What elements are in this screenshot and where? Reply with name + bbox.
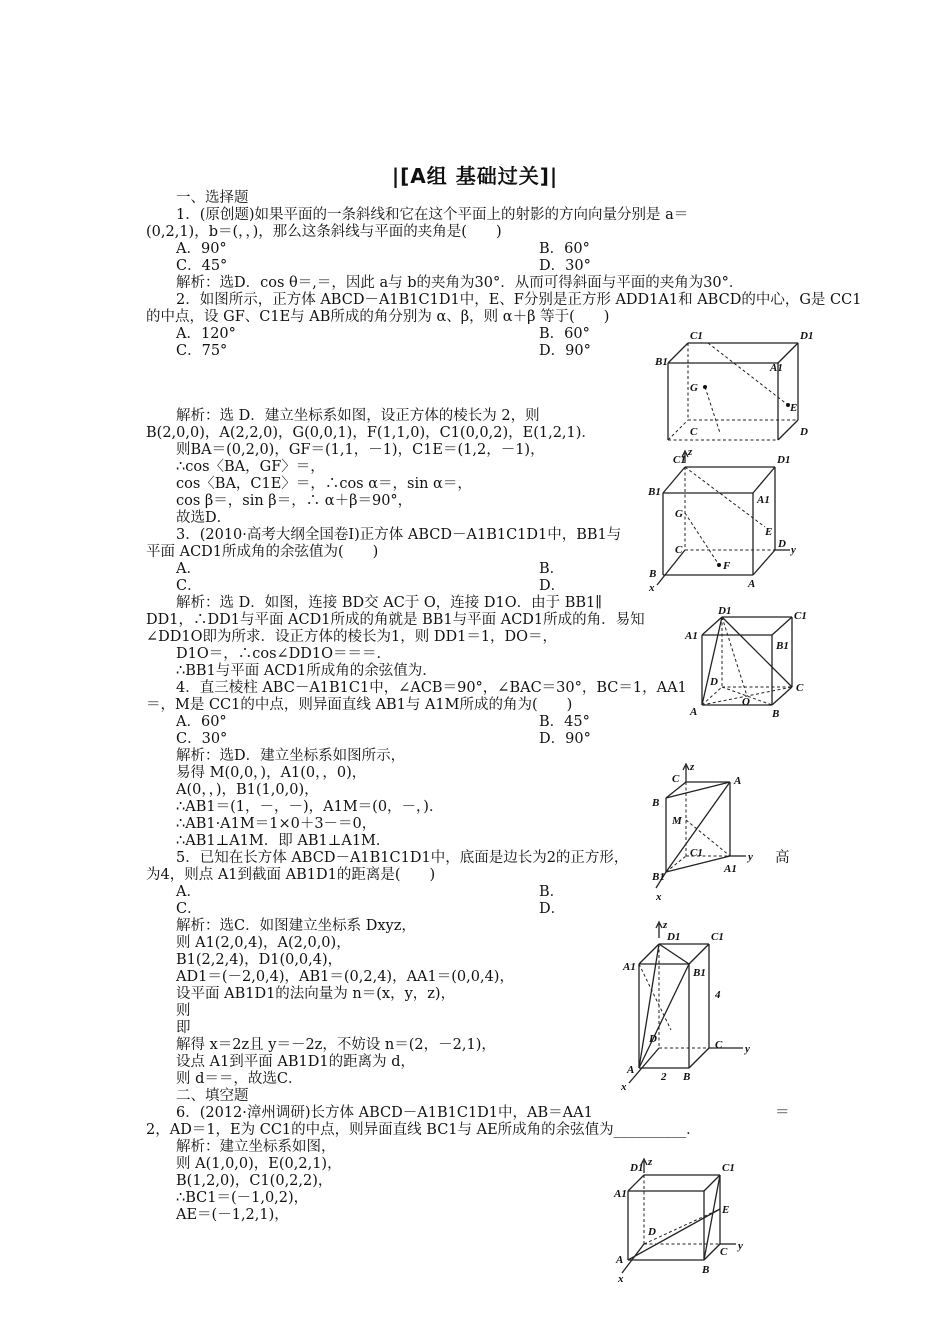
- text-line: 即: [176, 1020, 191, 1036]
- text-line: 为4，则点 A1到截面 AB1D1的距离是( ): [146, 867, 436, 883]
- text-line: A(0，，)，B1(1,0,0)，: [176, 782, 319, 798]
- label-A: A: [734, 775, 742, 787]
- label-C: C: [720, 1246, 728, 1258]
- label-C1: C1: [722, 1162, 735, 1174]
- text-line: B(1,2,0)，C1(0,2,2)，: [176, 1173, 333, 1189]
- label-D1: D1: [630, 1162, 644, 1174]
- text-line: 解析：选 D．建立坐标系如图，设正方体的棱长为 2，则: [176, 408, 540, 424]
- text-line: 解析：建立坐标系如图，: [176, 1139, 336, 1155]
- text-line: 平面 ACD1所成角的余弦值为( ): [146, 544, 379, 560]
- text-line: D．: [539, 578, 566, 594]
- label-B1: B1: [648, 486, 661, 498]
- label-D: D: [710, 676, 718, 688]
- text-line: 二、填空题: [176, 1088, 249, 1104]
- label-A1: A1: [623, 961, 636, 973]
- text-line: 1．(原创题)如果平面的一条斜线和它在这个平面上的射影的方向向量分别是 a＝: [176, 207, 689, 223]
- text-line: ＝，M是 CC1的中点，则异面直线 AB1与 A1M所成的角为( ): [146, 697, 573, 713]
- label-x: x: [618, 1273, 624, 1285]
- label-C1: C1: [690, 847, 703, 859]
- text-line: A．60°: [176, 714, 227, 730]
- text-line: 解得 x＝2z且 y＝－2z，不妨设 n＝(2，－2,1)，: [176, 1037, 496, 1053]
- label-G: G: [675, 508, 683, 520]
- label-B1: B1: [693, 967, 706, 979]
- text-line: C．: [176, 578, 202, 594]
- label-C: C: [675, 544, 683, 556]
- label-B: B: [683, 1071, 691, 1083]
- label-x: x: [621, 1081, 627, 1093]
- text-line: 3．(2010·高考大纲全国卷Ⅰ)正方体 ABCD－A1B1C1D1中，BB1与: [176, 527, 622, 543]
- label-y: y: [748, 851, 753, 863]
- label-D1: D1: [667, 931, 681, 943]
- text-line: A．120°: [176, 326, 236, 342]
- text-line: 2，AD＝1，E为 CC1的中点，则异面直线 BC1与 AE所成角的余弦值为__________．: [146, 1122, 701, 1138]
- figure-cuboid-q6: [612, 1155, 762, 1285]
- label-A1: A1: [757, 494, 770, 506]
- label-z: z: [648, 1156, 653, 1168]
- label-z: z: [663, 919, 668, 931]
- label-O: O: [742, 696, 750, 708]
- text-line: 4．直三棱柱 ABC－A1B1C1中，∠ACB＝90°，∠BAC＝30°，BC＝1，AA1: [176, 680, 687, 696]
- text-line: 则 A(1,0,0)，E(0,2,1)，: [176, 1156, 342, 1172]
- label-B1: B1: [655, 356, 668, 368]
- label-B: B: [772, 708, 780, 720]
- label-B: B: [702, 1264, 710, 1276]
- text-line: D．30°: [539, 258, 591, 274]
- text-line: C．: [176, 901, 202, 917]
- text-line: C．75°: [176, 343, 228, 359]
- label-C: C: [672, 773, 680, 785]
- label-D1: D1: [800, 330, 814, 342]
- label-M: M: [672, 815, 682, 827]
- text-line: A．: [176, 884, 201, 900]
- label-C: C: [796, 682, 804, 694]
- text-line: 设点 A1到平面 AB1D1的距离为 d，: [176, 1054, 416, 1070]
- label-B1: B1: [776, 640, 789, 652]
- label-D: D: [648, 1226, 656, 1238]
- figure-cube-q3: [680, 605, 815, 720]
- text-line: 解析：选D．cos θ＝,＝，因此 a与 b的夹角为30°．从而可得斜面与平面的夹角为30°．: [176, 275, 744, 291]
- text-line: 解析：选 D．如图，连接 BD交 AC于 O，连接 D1O．由于 BB1∥: [176, 595, 602, 611]
- label-C1: C1: [794, 610, 807, 622]
- text-line: (0,2,1)，b＝(，，)，那么这条斜线与平面的夹角是( ): [146, 224, 502, 240]
- label-y: y: [791, 544, 796, 556]
- label-E: E: [790, 402, 798, 414]
- text-line: B1(2,2,4)，D1(0,0,4)，: [176, 952, 343, 968]
- text-line: 则: [176, 1003, 191, 1019]
- text-line: 2．如图所示，正方体 ABCD－A1B1C1D1中，E、F分别是正方形 ADD1A1和 ABCD的中心，G是 CC1: [176, 292, 862, 308]
- text-line: D．90°: [539, 731, 591, 747]
- label-A1: A1: [614, 1188, 627, 1200]
- text-line: 则 d＝＝，故选C．: [176, 1071, 303, 1087]
- text-line: ∴BC1＝(－1,0,2)，: [176, 1190, 309, 1206]
- text-line: cos〈BA，C1E〉＝，∴cos α＝，sin α＝，: [176, 476, 472, 492]
- label-B1: B1: [652, 871, 665, 883]
- label-D: D: [800, 426, 808, 438]
- label-A: A: [748, 578, 756, 590]
- text-line: C．30°: [176, 731, 228, 747]
- label-C1: C1: [711, 931, 724, 943]
- text-line: DD1，∴DD1与平面 ACD1所成的角就是 BB1与平面 ACD1所成的角．易知: [146, 612, 645, 628]
- label-A1: A1: [685, 630, 698, 642]
- label-height-4: 4: [715, 989, 721, 1001]
- text-line: ∴cos〈BA，GF〉＝，: [176, 459, 325, 475]
- label-B: B: [649, 568, 657, 580]
- text-line: B．60°: [539, 241, 590, 257]
- label-C1: C1: [673, 454, 686, 466]
- label-A: A: [616, 1254, 624, 1266]
- label-y: y: [738, 1240, 743, 1252]
- label-z: z: [688, 446, 693, 458]
- text-line: B．: [539, 561, 565, 577]
- text-line: cos β＝，sin β＝，∴ α＋β＝90°，: [176, 493, 413, 509]
- label-C: C: [690, 426, 698, 438]
- text-line: D1O＝，∴cos∠DD1O＝＝＝．: [176, 646, 392, 662]
- label-z: z: [690, 761, 695, 773]
- label-F: F: [723, 560, 731, 572]
- label-G: G: [690, 382, 698, 394]
- label-B: B: [652, 797, 660, 809]
- text-line: 则BA＝(0,2,0)，GF＝(1,1，－1)，C1E＝(1,2，－1)，: [176, 442, 545, 458]
- label-A: A: [690, 706, 698, 718]
- text-line: C．45°: [176, 258, 228, 274]
- text-line: 5．已知在长方体 ABCD－A1B1C1D1中，底面是边长为2的正方形，: [176, 850, 629, 866]
- text-line: 易得 M(0,0，)，A1(0，，0)，: [176, 765, 367, 781]
- text-line: B．: [539, 884, 565, 900]
- text-line: 设平面 AB1D1的法向量为 n＝(x，y，z)，: [176, 986, 456, 1002]
- page-title: |[A组 基础过关]|: [391, 164, 559, 188]
- figure-cube-q2: [650, 325, 820, 450]
- label-x: x: [656, 891, 662, 903]
- figure-cuboid-q5: [615, 918, 760, 1093]
- label-A: A: [627, 1064, 635, 1076]
- text-line: 的中点，设 GF、C1E与 AB所成的角分别为 α、β，则 α＋β 等于( ): [146, 309, 610, 325]
- label-D1: D1: [777, 454, 791, 466]
- label-D1: D1: [718, 605, 732, 617]
- figure-prism-q4: [648, 760, 773, 910]
- text-line: A．: [176, 561, 201, 577]
- text-line: 故选D．: [176, 510, 232, 526]
- text-line: 高: [775, 850, 790, 866]
- label-E: E: [722, 1204, 730, 1216]
- text-line: B．60°: [539, 326, 590, 342]
- label-D: D: [649, 1033, 657, 1045]
- text-line: B(2,0,0)，A(2,2,0)，G(0,0,1)，F(1,1,0)，C1(0,0,2)，E(1,2,1)．: [146, 425, 596, 441]
- label-A1: A1: [724, 863, 737, 875]
- text-line: ∴AB1·A1M＝1×0＋3－＝0，: [176, 816, 377, 832]
- figure-coordinate-cube-q2: [645, 445, 815, 595]
- text-line: 一、选择题: [176, 190, 249, 206]
- text-line: 则 A1(2,0,4)，A(2,0,0)，: [176, 935, 351, 951]
- label-A1: A1: [770, 362, 783, 374]
- label-D: D: [778, 538, 786, 550]
- text-line: 解析：选C．如图建立坐标系 Dxyz，: [176, 918, 416, 934]
- text-line: D．: [539, 901, 566, 917]
- label-y: y: [745, 1043, 750, 1055]
- text-line: AE＝(－1,2,1)，: [176, 1207, 289, 1223]
- text-line: 解析：选D．建立坐标系如图所示，: [176, 748, 406, 764]
- text-line: ∴BB1与平面 ACD1所成角的余弦值为．: [176, 663, 437, 679]
- text-line: ∴AB1＝(1，－，－)，A1M＝(0，－，)．: [176, 799, 444, 815]
- text-line: ＝: [775, 1105, 790, 1121]
- text-line: B．45°: [539, 714, 590, 730]
- label-width-2: 2: [661, 1071, 667, 1083]
- label-E: E: [765, 526, 773, 538]
- text-line: 6．(2012·漳州调研)长方体 ABCD－A1B1C1D1中，AB＝AA1: [176, 1105, 593, 1121]
- text-line: AD1＝(－2,0,4)，AB1＝(0,2,4)，AA1＝(0,0,4)，: [176, 969, 514, 985]
- label-C: C: [715, 1039, 723, 1051]
- text-line: D．90°: [539, 343, 591, 359]
- text-line: A．90°: [176, 241, 227, 257]
- label-C1: C1: [690, 330, 703, 342]
- text-line: ∴AB1⊥A1M．即 AB1⊥A1M．: [176, 833, 391, 849]
- text-line: ∠DD1O即为所求．设正方体的棱长为1，则 DD1＝1，DO＝，: [146, 629, 558, 645]
- label-x: x: [649, 582, 655, 594]
